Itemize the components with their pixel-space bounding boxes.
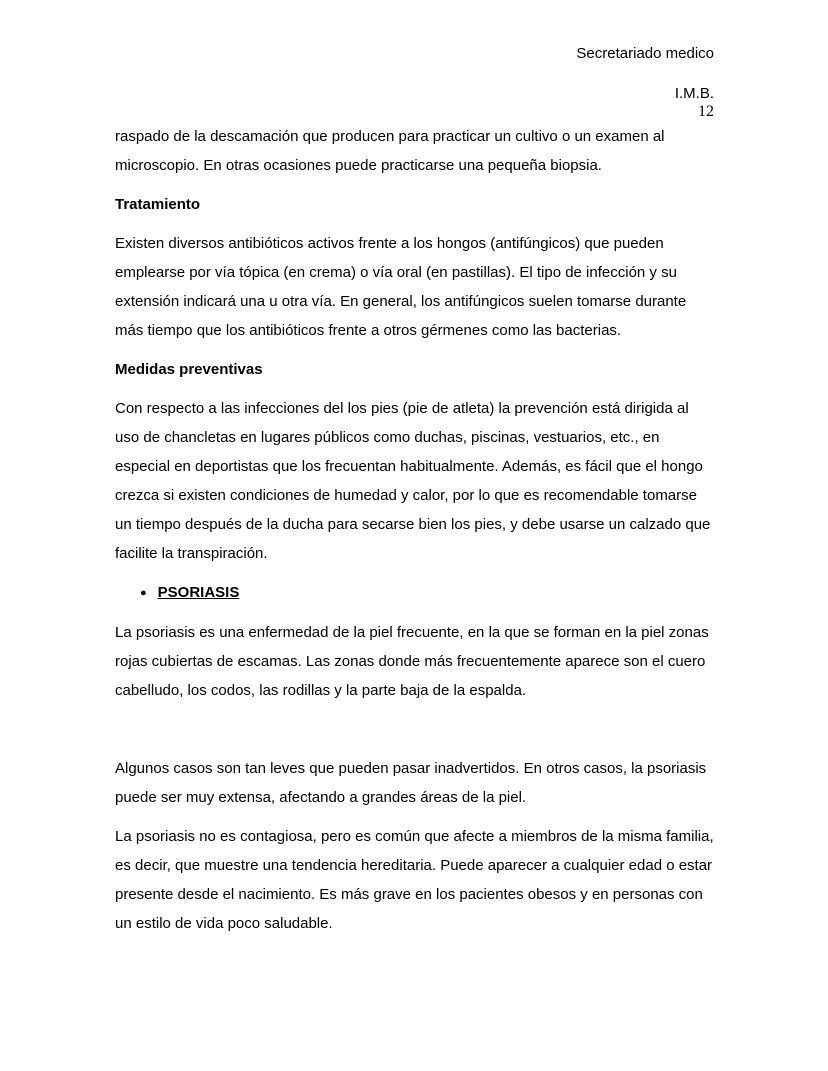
page-number: 12 xyxy=(698,103,714,120)
bullet-underline-wrap xyxy=(140,584,239,601)
bullet-list-item xyxy=(115,578,714,608)
paragraph: La psoriasis es una enfermedad de la piel frecuente, en la que se forman en la piel zonas rojas cubiertas de escamas. Las zonas donde más frecuentemente aparece son el cuero cabelludo, los codos, las rodillas y la parte baja de la espalda. xyxy=(115,624,709,699)
paragraph: Algunos casos son tan leves que pueden pasar inadvertidos. En otros casos, la psoriasis puede ser muy extensa, afectando a grandes áreas de la piel. xyxy=(115,760,707,806)
bullet-item-label: PSORIASIS xyxy=(157,584,240,601)
header-course-title: Secretariado medico xyxy=(576,45,714,62)
document-body xyxy=(115,122,714,938)
empty-line xyxy=(115,715,714,744)
paragraph: Con respecto a las infecciones del los pies (pie de atleta) la prevención está dirigida al uso de chancletas en lugares públicos como duchas, piscinas, vestuarios, etc., en especial en deportistas que los frecuentan habitualmente. Además, es fácil que el hongo crezca si existen condiciones de humedad y calor, por lo que es recomendable tomarse un tiempo después de la ducha para secarse bien los pies, y debe usarse un calzado que facilite la transpiración. xyxy=(115,400,711,562)
section-heading: Medidas preventivas xyxy=(115,361,263,378)
header-author-initials: I.M.B. xyxy=(674,85,714,102)
paragraph: Existen diversos antibióticos activos frente a los hongos (antifúngicos) que pueden emplearse por vía tópica (en crema) o vía oral (en pastillas). El tipo de infección y su extensión indicará una u otra vía. En general, los antifúngicos suelen tomarse durante más tiempo que los antibióticos frente a otros gérmenes como las bacterias. xyxy=(115,235,687,339)
paragraph: La psoriasis no es contagiosa, pero es común que afecte a miembros de la misma familia, es decir, que muestre una tendencia hereditaria. Puede aparecer a cualquier edad o estar presente desde el nacimiento. Es más grave en los pacientes obesos y en personas con un estilo de vida poco saludable. xyxy=(115,828,714,932)
section-heading: Tratamiento xyxy=(115,196,201,213)
bullet-icon: ● xyxy=(140,587,147,599)
paragraph: raspado de la descamación que producen para practicar un cultivo o un examen al microscopio. En otras ocasiones puede practicarse una pequeña biopsia. xyxy=(115,128,665,174)
page-header xyxy=(115,44,714,120)
